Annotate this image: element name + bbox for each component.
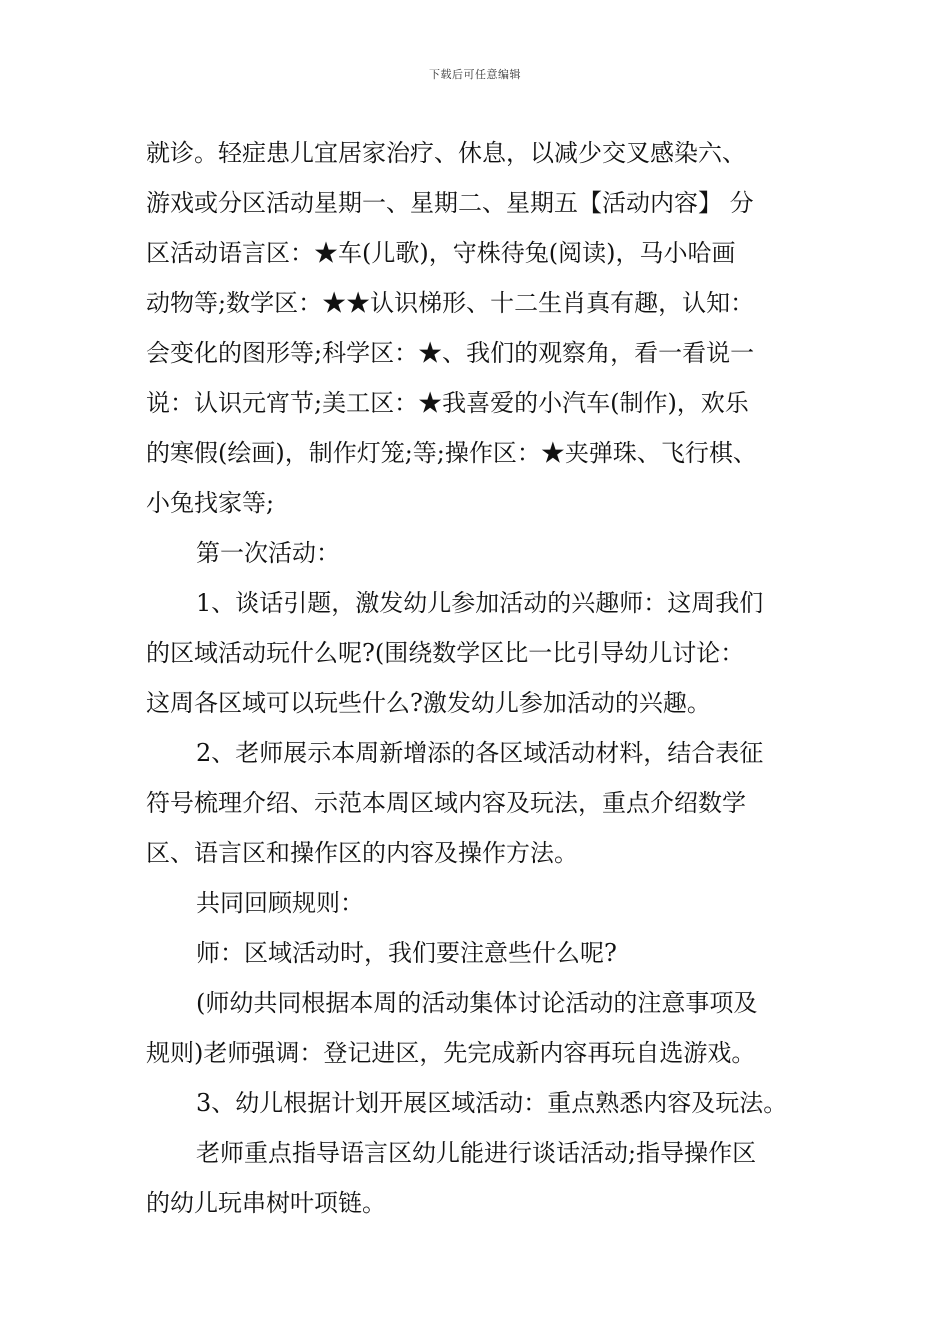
text-span: (师幼共同根据本周的活动集体讨论活动的注意事项及 <box>196 989 758 1017</box>
text-span: 2、老师展示本周新增添的各区域活动材料，结合表征 <box>196 739 764 767</box>
document-body <box>146 128 810 1228</box>
text-span: 师：区域活动时，我们要注意些什么呢? <box>196 939 617 967</box>
text-line <box>146 228 810 278</box>
text-span: 区、语言区和操作区的内容及操作方法。 <box>146 839 578 867</box>
text-line <box>146 478 810 528</box>
text-line <box>146 1028 810 1078</box>
text-line <box>146 128 810 178</box>
paragraph-start <box>146 578 810 628</box>
text-line <box>146 778 810 828</box>
text-span: 动物等;数学区：★★认识梯形、十二生肖真有趣，认知： <box>146 289 755 317</box>
text-span: 符号梳理介绍、示范本周区域内容及玩法，重点介绍数学 <box>146 789 746 817</box>
text-span: 说：认识元宵节;美工区：★我喜爱的小汽车(制作)，欢乐 <box>146 389 749 417</box>
text-line <box>146 678 810 728</box>
text-span: 老师重点指导语言区幼儿能进行谈话活动;指导操作区 <box>196 1139 757 1167</box>
text-line <box>146 828 810 878</box>
text-span: 游戏或分区活动星期一、星期二、星期五【活动内容】 分 <box>146 189 754 217</box>
text-line <box>146 628 810 678</box>
text-line <box>146 378 810 428</box>
paragraph-start <box>146 1078 810 1128</box>
text-span: 区活动语言区：★车(儿歌)，守株待兔(阅读)，马小哈画 <box>146 239 736 267</box>
text-line <box>146 1178 810 1228</box>
text-span: 这周各区域可以玩些什么?激发幼儿参加活动的兴趣。 <box>146 689 711 717</box>
text-span: 的寒假(绘画)，制作灯笼;等;操作区：★夹弹珠、飞行棋、 <box>146 439 757 467</box>
text-span: 3、幼儿根据计划开展区域活动：重点熟悉内容及玩法。 <box>196 1089 788 1117</box>
section-heading <box>146 528 810 578</box>
page-header: 下载后可任意编辑 <box>429 68 521 81</box>
text-line <box>146 328 810 378</box>
paragraph-start <box>146 878 810 928</box>
text-line <box>146 178 810 228</box>
text-line <box>146 428 810 478</box>
text-span: 的区域活动玩什么呢?(围绕数学区比一比引导幼儿讨论： <box>146 639 745 667</box>
text-span: 会变化的图形等;科学区：★、我们的观察角，看一看说一 <box>146 339 755 367</box>
paragraph-start <box>146 728 810 778</box>
text-span: 共同回顾规则： <box>196 889 364 917</box>
paragraph-start <box>146 928 810 978</box>
text-span: 就诊。轻症患儿宜居家治疗、休息，以减少交叉感染六、 <box>146 139 746 167</box>
text-line <box>146 278 810 328</box>
paragraph-start <box>146 1128 810 1178</box>
text-span: 1、谈话引题，激发幼儿参加活动的兴趣师：这周我们 <box>196 589 764 617</box>
paragraph-start <box>146 978 810 1028</box>
text-span: 的幼儿玩串树叶项链。 <box>146 1189 386 1217</box>
text-span: 规则)老师强调：登记进区，先完成新内容再玩自选游戏。 <box>146 1039 756 1067</box>
text-span: 小兔找家等; <box>146 489 275 517</box>
text-span: 第一次活动： <box>196 539 340 567</box>
